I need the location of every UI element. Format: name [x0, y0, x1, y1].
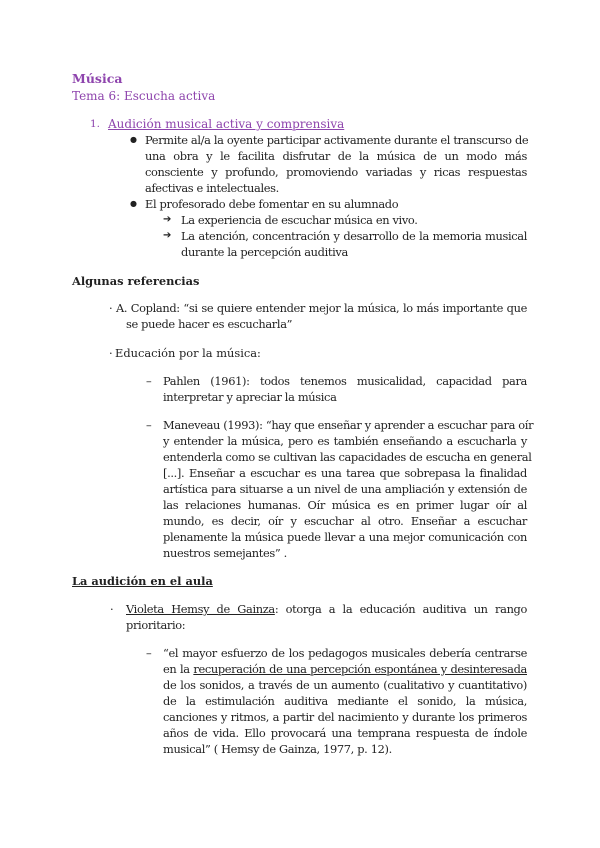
- line: musical” ( Hemsy de Gainza, 1977, p. 12).: [163, 742, 392, 756]
- arrow-icon: ➔: [163, 214, 172, 225]
- line: afectivas e intelectuales.: [145, 181, 279, 195]
- dot-icon: ·: [110, 602, 114, 616]
- dot-icon: ·: [109, 346, 113, 360]
- educacion-label: Educación por la música:: [115, 346, 261, 360]
- line: y entender la música, pero es también enseñando a escucharla y: [163, 434, 527, 448]
- line: A. Copland: “si se quiere entender mejor la música, lo más importante que: [116, 301, 527, 315]
- line: artística para situarse a un nivel de una ampliación y extensión de: [163, 482, 527, 496]
- section-heading: Audición musical activa y comprensiva: [108, 117, 345, 131]
- arrow-icon: ➔: [163, 230, 172, 241]
- line: una obra y le facilita disfrutar de la música de un modo más: [145, 149, 527, 163]
- arrow-item: [181, 228, 527, 260]
- line: La atención, concentración y desarrollo de la memoria musical: [181, 229, 527, 243]
- maneveau-ref: [163, 417, 534, 561]
- copland-quote: [116, 300, 527, 332]
- dash-icon: –: [146, 646, 152, 660]
- text: : otorga a la educación auditiva un rango: [274, 602, 527, 616]
- line: las relaciones humanas. Oír música es en primer lugar oír al: [163, 498, 527, 512]
- line: durante la percepción auditiva: [181, 245, 348, 259]
- pahlen-ref: [163, 373, 527, 405]
- line: mundo, es decir, oír y escuchar al otro. Enseñar a escuchar: [163, 514, 527, 528]
- doc-title: Música: [72, 71, 123, 86]
- line: de los sonidos, a través de un aumento (cualitativo y cuantitativo): [163, 678, 527, 692]
- line: [126, 601, 527, 617]
- bullet-icon: ●: [130, 199, 137, 208]
- violeta-item: [126, 601, 527, 633]
- line: El profesorado debe fomentar en su alumnado: [145, 197, 399, 211]
- bullet-paragraph: [145, 132, 527, 196]
- line: canciones y ritmos, a partir del nacimiento y durante los primeros: [163, 710, 527, 724]
- line: Pahlen (1961): todos tenemos musicalidad, capacidad para: [163, 374, 527, 388]
- quote-lines: [163, 677, 527, 757]
- line: prioritario:: [126, 618, 186, 632]
- bullet-paragraph: [145, 196, 527, 212]
- line: La experiencia de escuchar música en vivo.: [181, 213, 418, 227]
- line: se puede hacer es escucharla”: [126, 317, 293, 331]
- dash-icon: –: [146, 374, 152, 388]
- author-name: Violeta Hemsy de Gainza: [126, 602, 275, 616]
- line: interpretar y apreciar la música: [163, 390, 337, 404]
- underlined-phrase: recuperación de una percepción espontánea y desinteresada: [193, 662, 527, 676]
- line: [...]. Enseñar a escuchar es una tarea que sobrepasa la finalidad: [163, 466, 527, 480]
- line: Maneveau (1993): “hay que enseñar y aprender a escuchar para oír: [163, 418, 534, 432]
- arrow-item: [181, 212, 527, 228]
- section-number: 1.: [90, 118, 101, 130]
- line: años de vida. Ello provocará una temprana respuesta de índole: [163, 726, 527, 740]
- line: plenamente la música puede llevar a una mejor comunicación con: [163, 530, 527, 544]
- line: consciente y profundo, promoviendo variadas y ricas respuestas: [145, 165, 527, 179]
- text: en la: [163, 662, 194, 676]
- gainza-quote: [163, 645, 527, 757]
- doc-subtitle: Tema 6: Escucha activa: [72, 89, 216, 103]
- refs-heading: Algunas referencias: [72, 274, 200, 288]
- line: [163, 661, 527, 677]
- line: Permite al/a la oyente participar activamente durante el transcurso de: [145, 133, 529, 147]
- dash-icon: –: [146, 418, 152, 432]
- line: “el mayor esfuerzo de los pedagogos musicales debería centrarse: [163, 646, 527, 660]
- line: entenderla como se cultivan las capacidades de escucha en general: [163, 450, 532, 464]
- line: de la estimulación auditiva mediante el sonido, la música,: [163, 694, 527, 708]
- dot-icon: ·: [109, 301, 113, 315]
- line: nuestros semejantes” .: [163, 546, 287, 560]
- aula-heading: La audición en el aula: [72, 574, 213, 588]
- bullet-icon: ●: [130, 135, 137, 144]
